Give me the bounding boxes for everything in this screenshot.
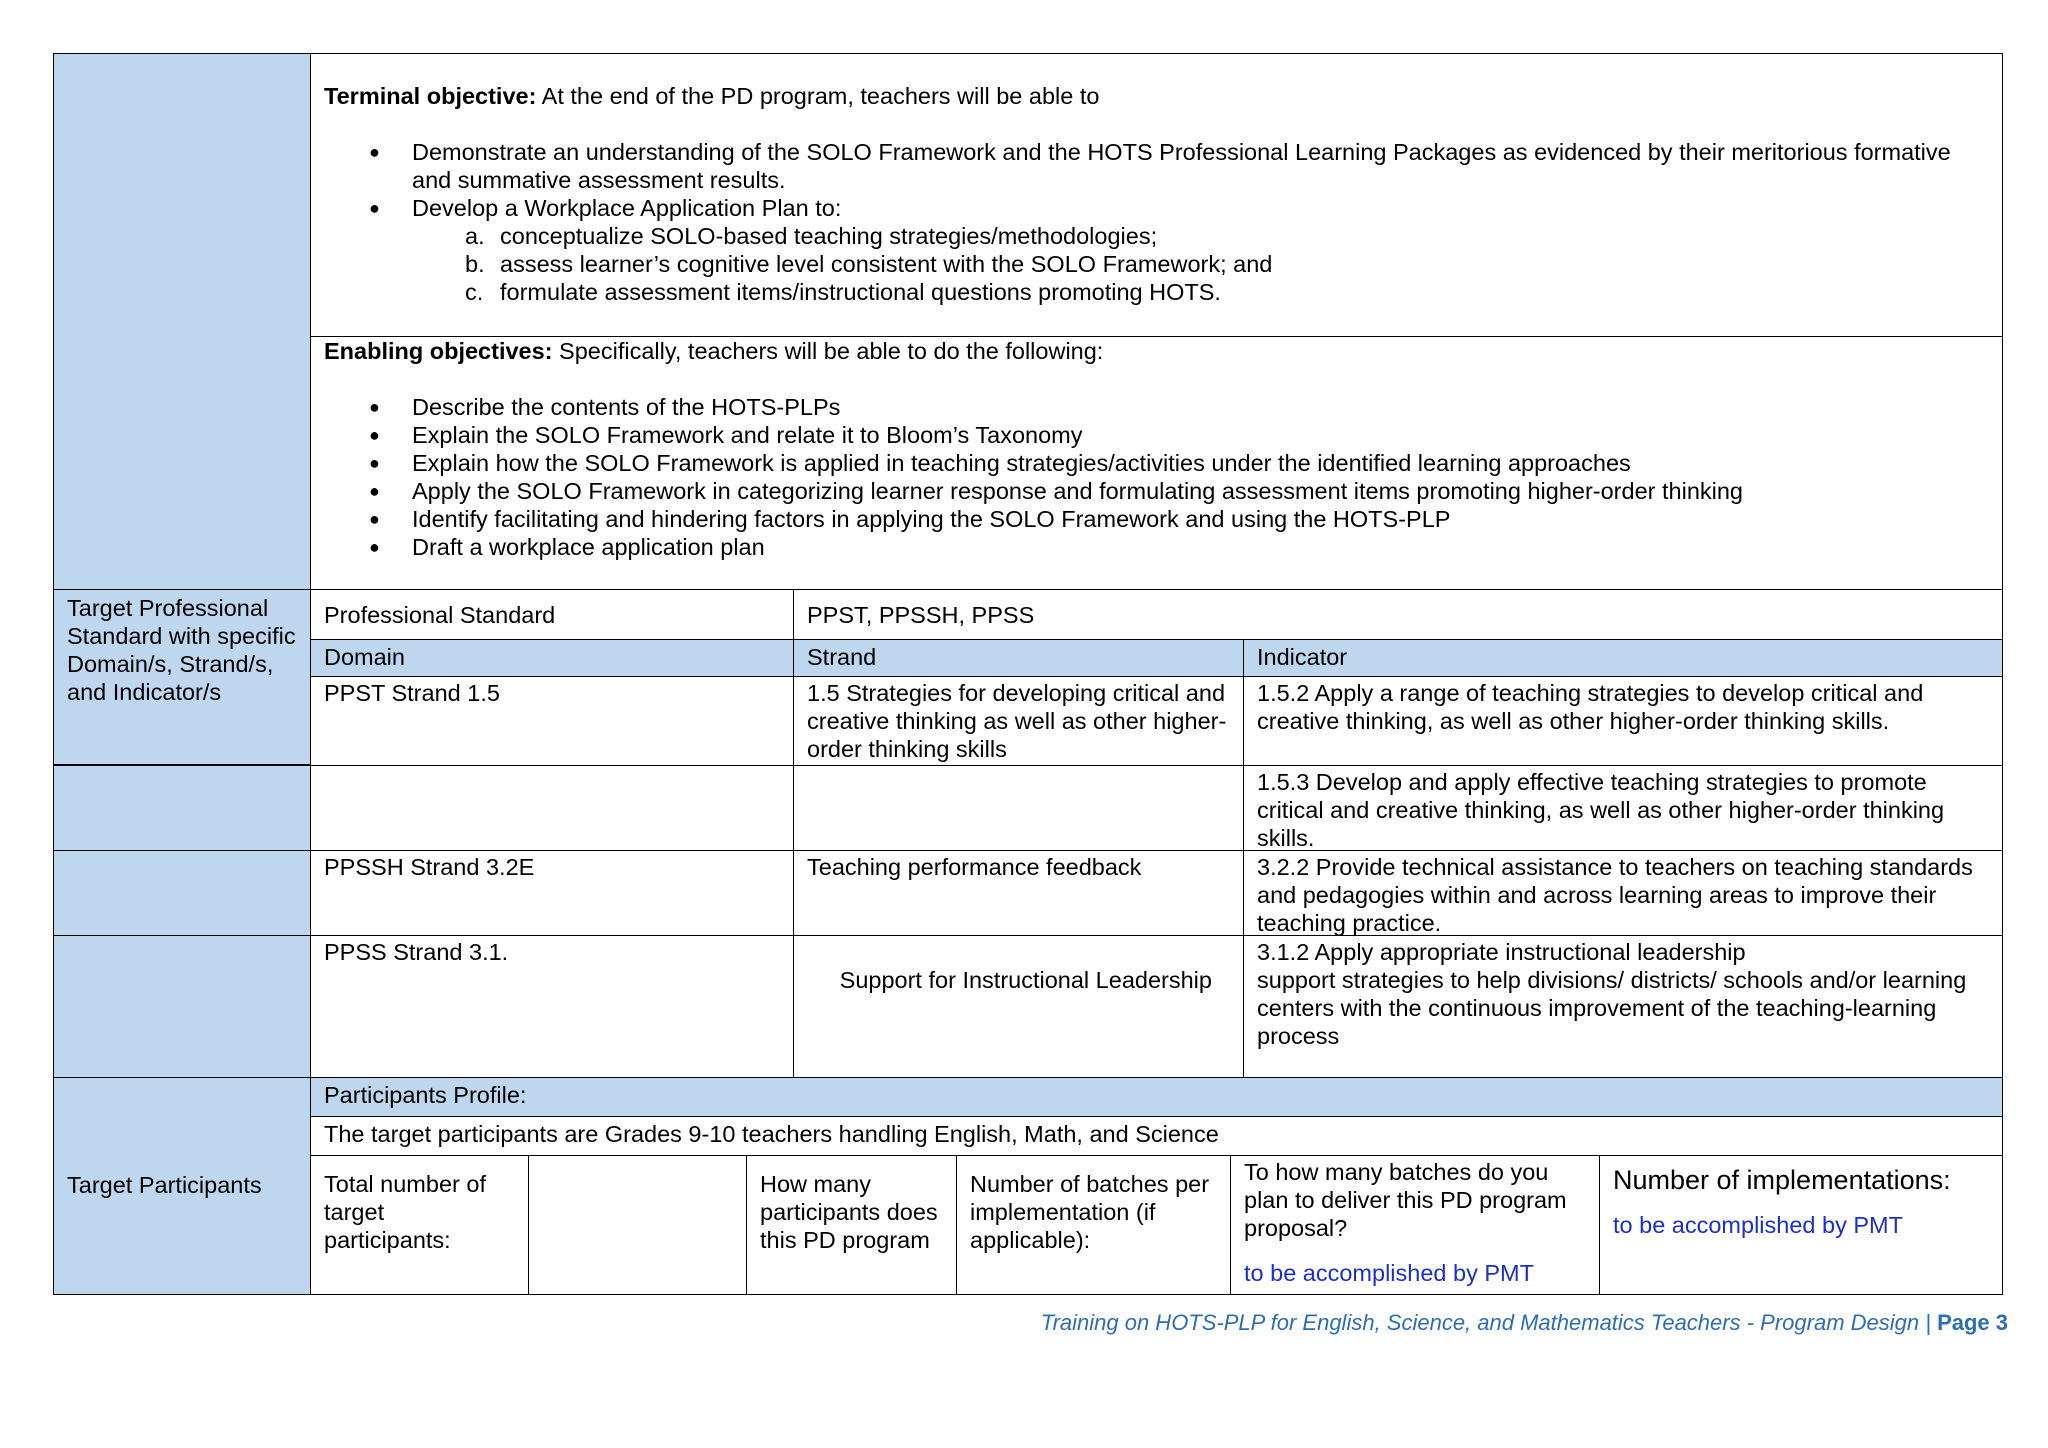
- indicator-cell-row2: 1.5.3 Develop and apply effective teaching strategies to promote critical and creative thinking, as well as other higher-order thinking skills.: [1243, 765, 2003, 851]
- deliver-batches-value: to be accomplished by PMT: [1244, 1260, 1534, 1286]
- objectives-label-cell: [53, 53, 311, 590]
- professional-standard-value-cell: [793, 589, 2003, 640]
- batches-per-implementation-label: Number of batches per implementation (if applicable):: [970, 1171, 1210, 1253]
- strand-cell-row3: Teaching performance feedback: [793, 850, 1244, 936]
- list-item: ● Apply the SOLO Framework in categorizing learner response and formulating assessment items promoting higher-order thinking: [324, 477, 1989, 505]
- participants-profile-label: Participants Profile:: [324, 1082, 527, 1108]
- indicator-header-cell: [1243, 639, 2003, 677]
- list-item: ● Explain the SOLO Framework and relate it to Bloom’s Taxonomy: [324, 421, 1989, 449]
- enabling-objectives-text: Specifically, teachers will be able to do the following:: [552, 338, 1104, 364]
- total-participants-label: Total number of target participants:: [324, 1171, 486, 1253]
- batches-per-implementation-cell: [956, 1155, 1231, 1295]
- deliver-batches-cell: [1230, 1155, 1600, 1295]
- standard-label-cell-row4: [53, 935, 311, 1078]
- list-item: ● Describe the contents of the HOTS-PLPs: [324, 393, 1989, 421]
- list-item: ● Draft a workplace application plan: [324, 533, 1989, 561]
- terminal-objective-cell: [310, 53, 2003, 337]
- participants-profile-label-cell: [310, 1077, 2003, 1117]
- page-number: Page 3: [1937, 1310, 2008, 1335]
- indicator-cell-row1: 1.5.2 Apply a range of teaching strategies to develop critical and creative thinking, as well as other higher-order thinking skills.: [1243, 676, 2003, 766]
- terminal-objective-text: At the end of the PD program, teachers will be able to: [536, 83, 1100, 109]
- professional-standard-label-cell: [310, 589, 794, 640]
- indicator-cell-row3: 3.2.2 Provide technical assistance to teachers on teaching standards and pedagogies within and across learning areas to improve their teaching practice.: [1243, 850, 2003, 936]
- workplace-plan-sublist: [324, 222, 1989, 306]
- footer-text: Training on HOTS-PLP for English, Science, and Mathematics Teachers - Program Design |: [1040, 1310, 1938, 1335]
- strand-header: Strand: [807, 644, 877, 670]
- how-many-participants-cell: [746, 1155, 957, 1295]
- enabling-objectives-cell: [310, 336, 2003, 590]
- list-item: ● Develop a Workplace Application Plan to:: [324, 194, 1989, 222]
- strand-cell-row4: Support for Instructional Leadership: [793, 935, 1244, 1078]
- target-standard-label: Target Professional Standard with specific Domain/s, Strand/s, and Indicator/s: [67, 595, 296, 705]
- professional-standard-label: Professional Standard: [324, 602, 556, 628]
- implementations-label: Number of implementations:: [1613, 1165, 1951, 1195]
- indicator-cell-row4: 3.1.2 Apply appropriate instructional leadership support strategies to help divisions/ districts/ schools and/or learning centers with the continuous improvement of the teaching-learning process: [1243, 935, 2003, 1078]
- participants-profile-text: The target participants are Grades 9-10 teachers handling English, Math, and Science: [324, 1121, 1219, 1147]
- target-standard-label-cell: [53, 589, 311, 765]
- target-participants-label: Target Participants: [67, 1172, 262, 1198]
- terminal-objective-label: Terminal objective:: [324, 83, 537, 109]
- implementations-value: to be accomplished by PMT: [1613, 1212, 1903, 1238]
- enabling-objectives-list: [324, 393, 1989, 561]
- standard-label-cell-row3: [53, 850, 311, 936]
- indicator-header: Indicator: [1257, 644, 1348, 670]
- how-many-participants-label: How many participants does this PD program: [760, 1171, 938, 1253]
- list-item: c. formulate assessment items/instructional questions promoting HOTS.: [465, 279, 1221, 305]
- strand-cell-row1: 1.5 Strategies for developing critical and creative thinking as well as other higher-order thinking skills: [793, 676, 1244, 766]
- domain-cell-row1: PPST Strand 1.5: [310, 676, 794, 766]
- list-item: ● Identify facilitating and hindering factors in applying the SOLO Framework and using the HOTS-PLP: [324, 505, 1989, 533]
- total-participants-value-cell: [528, 1155, 747, 1295]
- enabling-objectives-label: Enabling objectives:: [324, 338, 553, 364]
- list-item: ● Demonstrate an understanding of the SOLO Framework and the HOTS Professional Learning Packages as evidenced by their meritorious formative and summative assessment results.: [324, 138, 1989, 194]
- participants-profile-text-cell: [310, 1116, 2003, 1156]
- strand-cell-row2: [793, 765, 1244, 851]
- total-participants-label-cell: [310, 1155, 529, 1295]
- strand-header-cell: [793, 639, 1244, 677]
- domain-cell-row2: [310, 765, 794, 851]
- domain-cell-row4: PPSS Strand 3.1.: [310, 935, 794, 1078]
- domain-cell-row3: PPSSH Strand 3.2E: [310, 850, 794, 936]
- terminal-objective-list: [324, 138, 1989, 222]
- target-participants-label-cell: [53, 1077, 311, 1295]
- list-item: ● Explain how the SOLO Framework is applied in teaching strategies/activities under the identified learning approaches: [324, 449, 1989, 477]
- list-item: b. assess learner’s cognitive level consistent with the SOLO Framework; and: [465, 251, 1273, 277]
- enabling-objectives-heading: [324, 337, 1989, 365]
- standard-label-cell-row2: [53, 765, 311, 851]
- professional-standard-value: PPST, PPSSH, PPSS: [807, 602, 1035, 628]
- deliver-batches-label: To how many batches do you plan to deliver this PD program proposal?: [1244, 1159, 1567, 1241]
- implementations-cell: [1599, 1155, 2003, 1295]
- domain-header: Domain: [324, 644, 405, 670]
- page-footer: [1041, 1310, 2008, 1336]
- terminal-objective-heading: [324, 82, 1989, 110]
- list-item: a. conceptualize SOLO-based teaching strategies/methodologies;: [465, 223, 1158, 249]
- domain-header-cell: [310, 639, 794, 677]
